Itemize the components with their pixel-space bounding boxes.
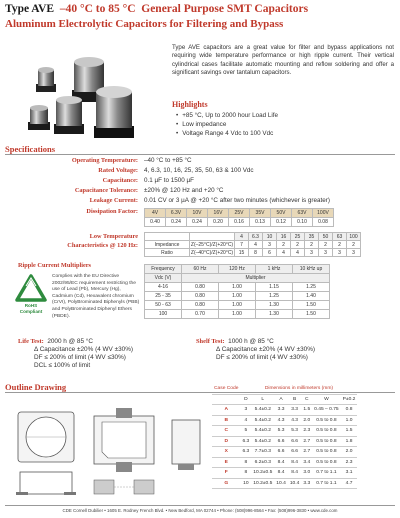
table-cell: 4 [291, 249, 305, 257]
dissipation-factor-table [144, 208, 334, 227]
table-cell: Impedance [145, 241, 190, 249]
table-cell: 1.5 [341, 426, 358, 437]
table-cell: 8 [240, 457, 251, 468]
spec-value: 4, 6.3, 10, 16, 25, 35, 50, 63 & 100 Vdc [144, 167, 254, 174]
outline-drawing-heading: Outline Drawing [5, 382, 67, 392]
table-cell: 6.2±0.3 [251, 457, 274, 468]
table-cell: F [212, 468, 240, 479]
table-cell: X [212, 447, 240, 458]
outline-drawing-diagram [12, 398, 208, 502]
table-empty-cell [145, 233, 190, 241]
spec-value: 0.01 CV or 3 µA @ +20 °C after two minutes (whichever is greater) [144, 197, 330, 204]
shelf-test-value: 1000 h @ 85 °C [228, 338, 274, 345]
table-cell: 0.10 [292, 218, 313, 227]
table-cell: 0.16 [229, 218, 250, 227]
spec-value: 0.1 µF to 1500 µF [144, 177, 194, 184]
spec-label: Capacitance: [102, 177, 138, 184]
highlight-item: • Voltage Range 4 Vdc to 100 Vdc [176, 129, 278, 138]
table-cell: 7.7±0.3 [251, 447, 274, 458]
table-cell: 25 - 35 [145, 292, 182, 301]
table-cell: 3.3 [301, 478, 312, 489]
table-cell: 6.3 [240, 436, 251, 447]
table-cell: 1.00 [219, 310, 256, 319]
table-cell: 4.7 [341, 478, 358, 489]
table-cell: 100 [145, 310, 182, 319]
table-header-cell: 63V [292, 209, 313, 218]
table-header-cell: 6.3V [166, 209, 187, 218]
shelf-test [196, 338, 315, 362]
table-cell: 1.00 [219, 292, 256, 301]
table-cell: 1.5 [301, 405, 312, 416]
table-cell: 0.5 to 0.8 [312, 436, 340, 447]
highlight-item: • Low impedance [176, 120, 278, 129]
table-cell: 4 [240, 415, 251, 426]
table-cell: 10.2±0.5 [251, 478, 274, 489]
table-cell: 2 [305, 241, 319, 249]
table-header-cell: 10 kHz up [293, 265, 330, 274]
ripple-current-table [144, 264, 330, 319]
table-cell: 5.4±0.2 [251, 436, 274, 447]
spec-row [0, 187, 400, 195]
table-cell: 1.50 [293, 310, 330, 319]
table-cell: 0.7 to 1.1 [312, 478, 340, 489]
table-cell: 0.13 [250, 218, 271, 227]
highlights-list [176, 111, 278, 138]
table-header-cell: 35V [250, 209, 271, 218]
table-cell: 0.24 [166, 218, 187, 227]
life-test-value: 2000 h @ 85 °C [47, 338, 93, 345]
table-cell: C [212, 426, 240, 437]
table-empty-cell [190, 233, 235, 241]
highlights-heading: Highlights [172, 100, 208, 109]
table-cell: 0.7 to 1.1 [312, 468, 340, 479]
table-cell: 4 [277, 249, 291, 257]
table-cell: 3.3 [288, 405, 302, 416]
table-cell: 0.5 to 0.8 [312, 426, 340, 437]
table-cell: 3.4 [301, 457, 312, 468]
table-empty-cell [212, 394, 240, 405]
table-header-cell: P±0.2 [341, 394, 358, 405]
table-cell: 2 [347, 241, 361, 249]
table-cell: 4 [249, 241, 263, 249]
table-header-cell: Case Code [212, 384, 240, 394]
table-cell: 5 [240, 426, 251, 437]
table-cell: 1.00 [219, 301, 256, 310]
table-cell: 5.4±0.2 [251, 415, 274, 426]
footer-contact: CDE Cornell Dubilier • 1605 E. Rodney French Blvd. • New Bedford, MA 02744 • Phone: (508)996-8564 • Fax: (508)996-3830 • www.cde.com [62, 508, 338, 513]
table-cell: 5.4±0.2 [251, 405, 274, 416]
table-cell: 1.30 [256, 301, 293, 310]
table-header-cell: W [312, 394, 340, 405]
table-header-cell: 4V [145, 209, 166, 218]
table-header-cell: 50 [319, 233, 333, 241]
table-cell: 0.80 [182, 283, 219, 292]
table-header-cell: 100 [347, 233, 361, 241]
table-cell: 7 [235, 241, 249, 249]
table-cell: 1.8 [341, 436, 358, 447]
spec-value: ±20% @ 120 Hz and +20 °C [144, 187, 224, 194]
table-cell: 8.4 [274, 468, 288, 479]
table-cell: 10.2±0.5 [251, 468, 274, 479]
table-cell: 6 [263, 249, 277, 257]
table-header-cell: 63 [333, 233, 347, 241]
low-temp-label-line: Low Temperature [89, 233, 138, 240]
capacitor-product-image [8, 42, 168, 142]
table-cell: Z(–40°C)/Z(+20°C) [190, 249, 234, 256]
page-subtitle: Aluminum Electrolytic Capacitors for Filtering and Bypass [5, 18, 284, 30]
table-cell: E [212, 457, 240, 468]
table-header-cell: 10V [187, 209, 208, 218]
table-cell: 0.8 [341, 405, 358, 416]
table-cell: 2.7 [301, 447, 312, 458]
table-cell: 0.08 [313, 218, 334, 227]
shelf-test-line: Δ Capacitance ±20% (4 WV ±30%) [216, 346, 316, 353]
table-cell: 5.4±0.2 [251, 426, 274, 437]
table-cell: 1.0 [341, 415, 358, 426]
table-cell: 8 [249, 249, 263, 257]
table-header-cell: 25 [291, 233, 305, 241]
spec-row [0, 197, 400, 205]
table-cell: 0.45 – 0.75 [312, 405, 340, 416]
table-cell: 0.12 [271, 218, 292, 227]
table-header-cell: L [251, 394, 274, 405]
highlight-item: • +85 °C, Up to 2000 hour Load Life [176, 111, 278, 120]
table-cell: 0.24 [187, 218, 208, 227]
table-cell: 0.80 [182, 301, 219, 310]
table-cell: A [212, 405, 240, 416]
table-header-cell: 10 [263, 233, 277, 241]
table-header-cell: 35 [305, 233, 319, 241]
table-cell: 2.7 [301, 436, 312, 447]
title-prefix: Type AVE [5, 3, 55, 15]
table-cell: 3.0 [301, 468, 312, 479]
table-cell: 6.6 [288, 436, 302, 447]
table-cell: 10 [240, 478, 251, 489]
page-title [5, 3, 308, 15]
table-cell: 2 [333, 241, 347, 249]
table-cell: 10.4 [274, 478, 288, 489]
spec-value: –40 °C to +85 °C [144, 157, 192, 164]
spec-label: Rated Voltage: [98, 167, 138, 174]
table-cell: 2 [291, 241, 305, 249]
table-cell: 0.40 [145, 218, 166, 227]
table-cell: Z(–25°C)/Z(+20°C) [190, 241, 234, 248]
table-header-cell: C [301, 394, 312, 405]
table-cell: 1.25 [256, 292, 293, 301]
footer-divider [5, 505, 395, 506]
table-header-cell: Frequency [145, 265, 182, 274]
table-cell: Ratio [145, 249, 190, 257]
table-cell: 5.3 [288, 426, 302, 437]
life-test-line: DF ≤ 200% of limit (4 WV ≤30%) [34, 354, 126, 361]
table-cell: 1.50 [293, 301, 330, 310]
title-description: General Purpose SMT Capacitors [141, 3, 309, 15]
table-cell: D [212, 436, 240, 447]
table-cell: 5.3 [274, 426, 288, 437]
table-header-cell: 100V [313, 209, 334, 218]
table-cell: 2 [319, 241, 333, 249]
spec-row [0, 167, 400, 175]
table-cell: 15 [235, 249, 249, 257]
spec-row [0, 157, 400, 165]
table-cell: 0.5 to 0.8 [312, 457, 340, 468]
table-header-cell: 120 Hz [219, 265, 256, 274]
table-cell: 1.40 [293, 292, 330, 301]
low-temp-table [144, 232, 361, 257]
table-header-cell: 25V [229, 209, 250, 218]
life-test-line: DCL ≤ 100% of limit [34, 362, 91, 369]
spec-label: Capacitance Tolerance: [74, 187, 138, 194]
table-cell: 8 [240, 468, 251, 479]
life-test-label: Life Test: [18, 338, 44, 345]
table-header-cell: Multiplier [182, 274, 330, 283]
table-cell: 0.70 [182, 310, 219, 319]
low-temp-label [67, 232, 138, 250]
table-cell: 0.80 [182, 292, 219, 301]
life-test-line: Δ Capacitance ±20% (4 WV ±30%) [34, 346, 134, 353]
ripple-heading: Ripple Current Multipliers [18, 262, 91, 269]
table-cell: 6.6 [274, 447, 288, 458]
table-cell: 6.6 [288, 447, 302, 458]
table-cell: 10.4 [288, 478, 302, 489]
intro-paragraph: Type AVE capacitors are a great value for filter and bypass applications not requiring wide temperature performance or high ripple current. Their vertical cylindrical cases facilitate automatic mounting and reflow soldering and offer a significant savings over tantalum capacitors. [172, 44, 394, 76]
specifications-heading: Specifications [5, 144, 56, 154]
table-header-cell: 16 [277, 233, 291, 241]
table-header-cell: 6.3 [249, 233, 263, 241]
shelf-test-label: Shelf Test: [196, 338, 225, 345]
table-cell: B [212, 415, 240, 426]
table-cell: 6.6 [274, 436, 288, 447]
rohs-badge-text: RoHS Compliant [19, 303, 43, 314]
spec-label: Operating Temperature: [71, 157, 138, 164]
dimensions-title: Dimensions in millimeters (mm) [240, 384, 357, 394]
spec-row [0, 177, 400, 185]
table-cell: 1.30 [256, 310, 293, 319]
table-header-cell: A [274, 394, 288, 405]
table-cell: 0.5 to 0.8 [312, 447, 340, 458]
table-header-cell: 4 [235, 233, 249, 241]
table-header-cell: B [288, 394, 302, 405]
table-header-cell: 60 Hz [182, 265, 219, 274]
table-cell: 1.15 [256, 283, 293, 292]
table-cell: G [212, 478, 240, 489]
table-cell: 3.3 [274, 405, 288, 416]
life-test [18, 338, 133, 370]
table-cell: 2.0 [301, 415, 312, 426]
table-header-cell: 16V [208, 209, 229, 218]
spec-label: Dissipation Factor: [86, 208, 138, 215]
table-cell: 2.0 [341, 447, 358, 458]
low-temp-label-line: Characteristics @ 120 Hz: [67, 242, 138, 249]
table-cell: 4.3 [288, 415, 302, 426]
table-cell: 3 [347, 249, 361, 257]
table-cell: 1.00 [219, 283, 256, 292]
table-cell: 8.4 [288, 468, 302, 479]
spec-label: Leakage Current: [89, 197, 138, 204]
table-cell: 4.3 [274, 415, 288, 426]
table-cell: 2.3 [301, 426, 312, 437]
table-header-cell: 1 kHz [256, 265, 293, 274]
table-cell: 8.4 [274, 457, 288, 468]
table-cell: 3 [305, 249, 319, 257]
table-header-cell: 50V [271, 209, 292, 218]
table-cell: 3 [240, 405, 251, 416]
table-cell: 4-16 [145, 283, 182, 292]
table-cell: 2.3 [341, 457, 358, 468]
table-cell: 8.4 [288, 457, 302, 468]
title-temperature: –40 °C to 85 °C [59, 3, 136, 15]
rohs-compliance-text: Complies with the EU Directive 2002/95/EC requirement restricting the use of Lead (Pb), Mercury (Hg), Cadmium (Cd), Hexavalent chromium (CrVI), PolyBrominated Biphenyls (PBB) and PolyBrominated Diphenyl Ethers (PBDE). [52, 274, 140, 319]
shelf-test-line: DF ≤ 200% of limit (4 WV ±30%) [216, 354, 308, 361]
table-cell: 3 [263, 241, 277, 249]
table-cell: 3 [333, 249, 347, 257]
table-cell: 6.3 [240, 447, 251, 458]
table-header-cell: Vdc (V) [145, 274, 182, 283]
table-cell: 3.1 [341, 468, 358, 479]
table-cell: 1.25 [293, 283, 330, 292]
table-cell: 0.5 to 0.8 [312, 415, 340, 426]
table-cell: 0.20 [208, 218, 229, 227]
dimensions-table [212, 384, 357, 489]
table-cell: 50 - 63 [145, 301, 182, 310]
table-header-cell: D [240, 394, 251, 405]
table-cell: 3 [319, 249, 333, 257]
section-divider [5, 154, 395, 155]
table-cell: 2 [277, 241, 291, 249]
